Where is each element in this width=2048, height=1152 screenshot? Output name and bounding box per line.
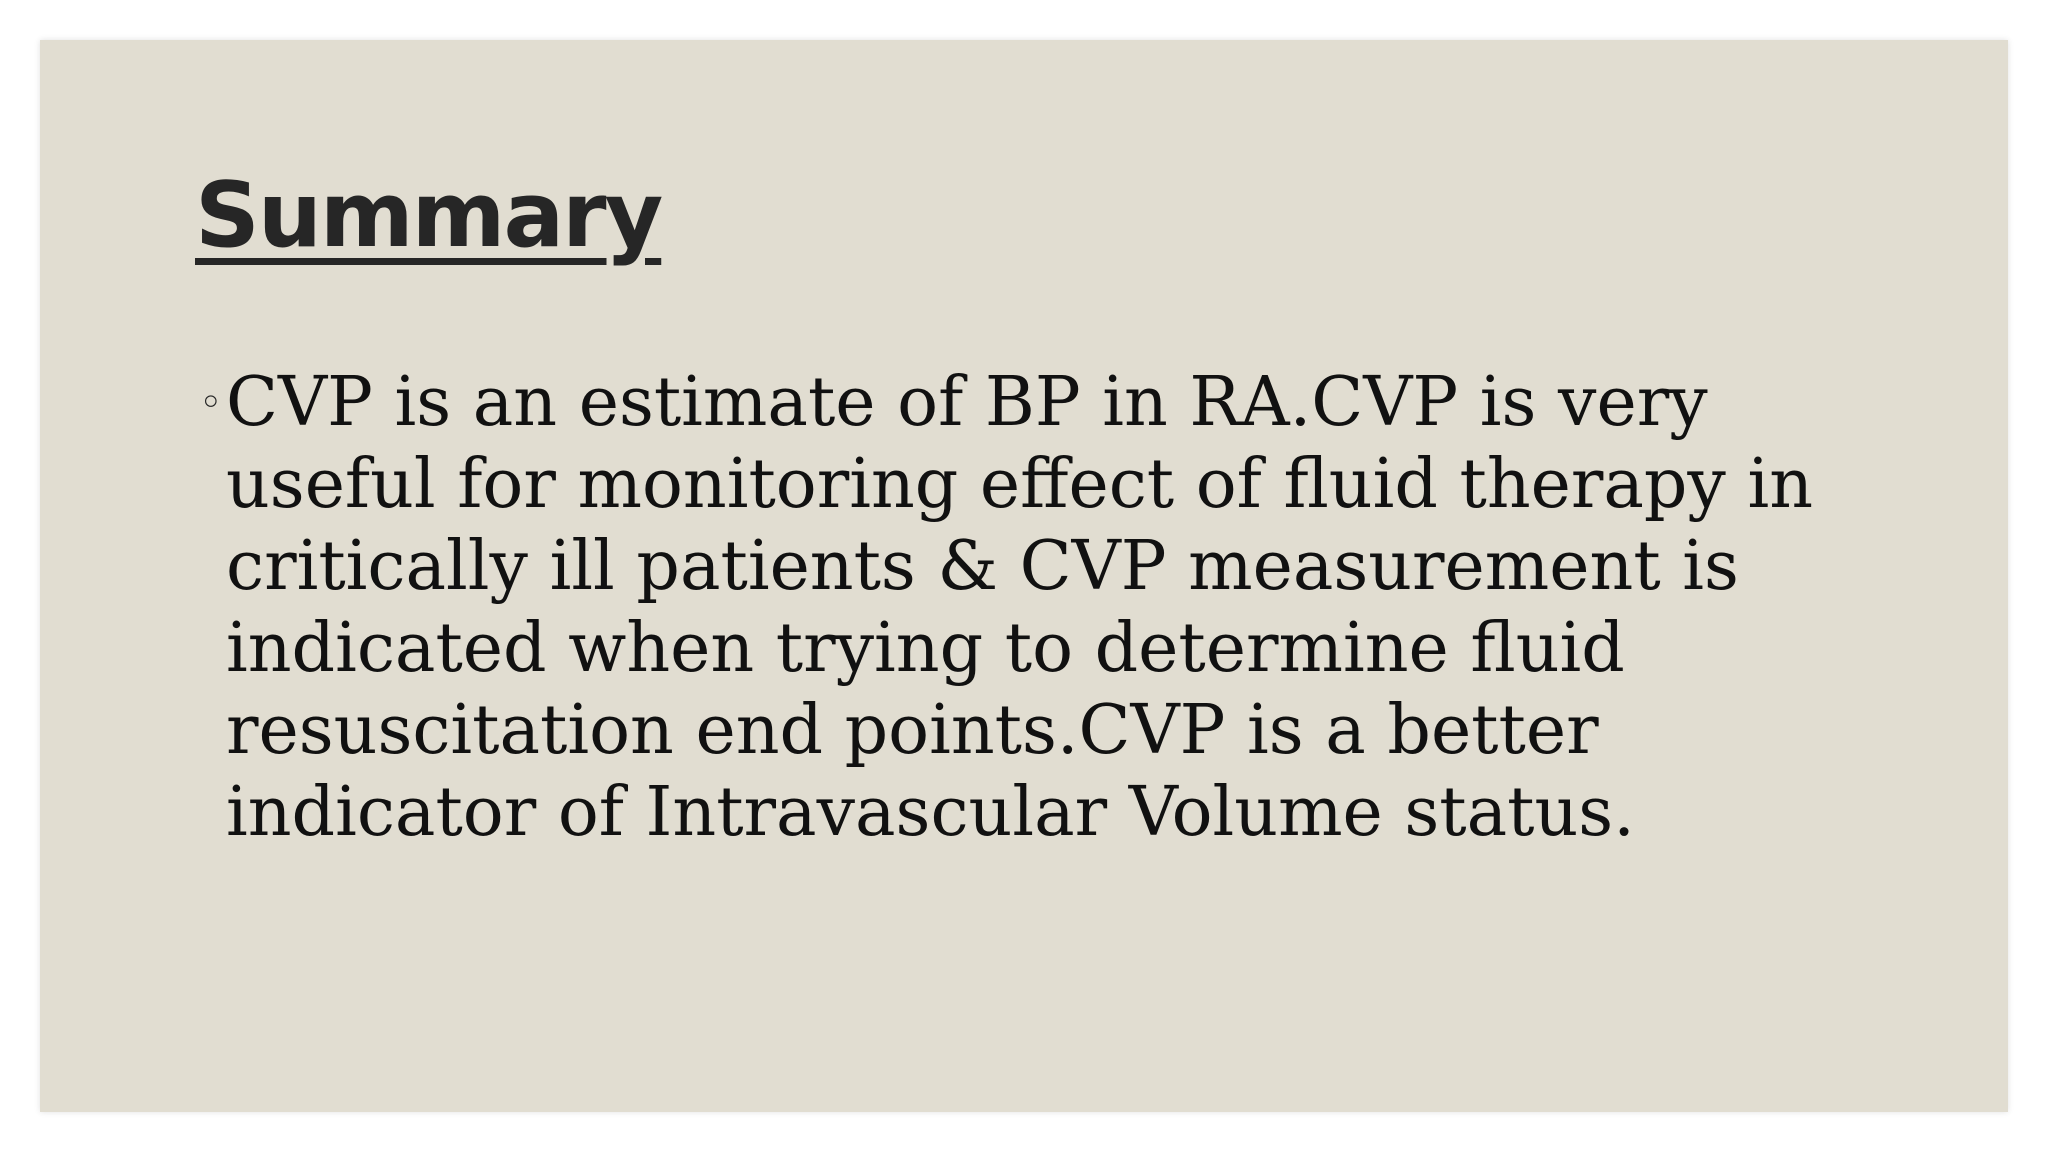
bullet-item [195,362,1835,854]
bullet-text: CVP is an estimate of BP in RA.CVP is very useful for monitoring effect of fluid therapy in critically ill patients & CVP measurement is indicated when trying to determine fluid resuscitation end points.CVP is a better indicator of Intravascular Volume status. [226,363,1814,852]
slide [40,40,2008,1112]
bullet-list [195,362,1835,854]
hollow-circle-bullet-icon: ◦ [199,380,223,426]
slide-title: Summary [195,163,662,268]
